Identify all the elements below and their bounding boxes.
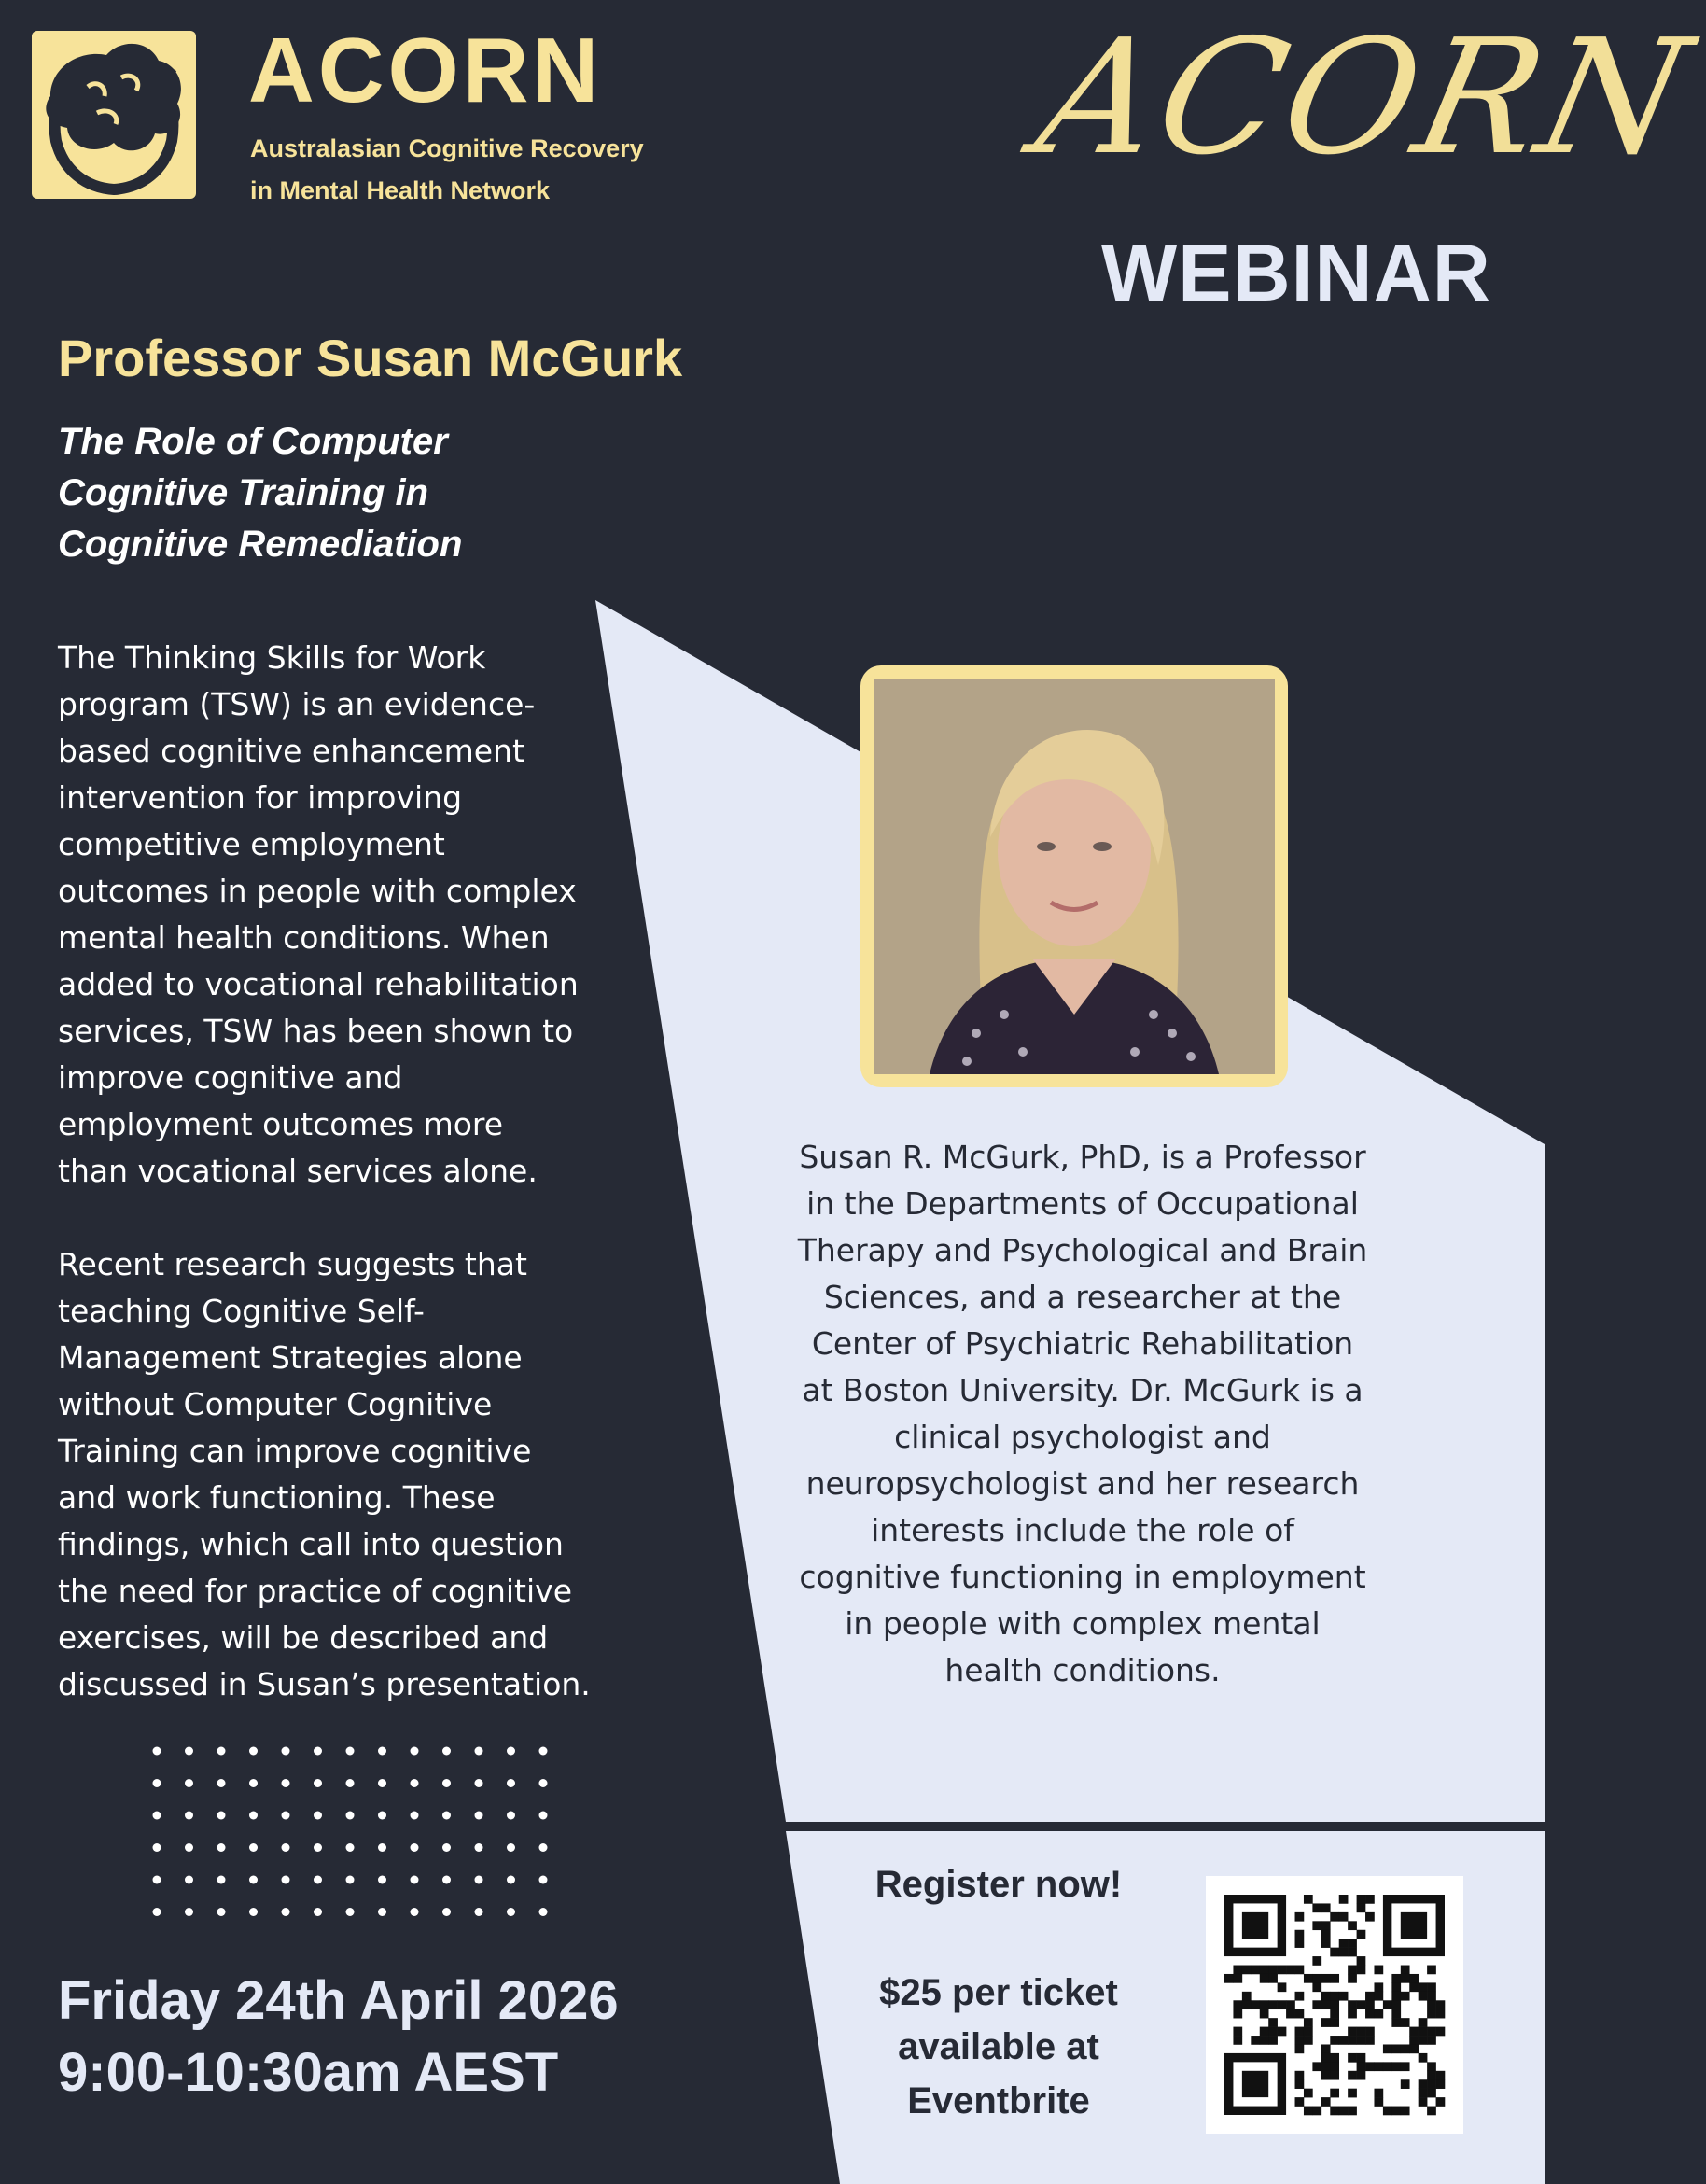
decor-dot — [475, 1812, 483, 1820]
decor-dot — [442, 1908, 451, 1916]
decor-dot — [507, 1908, 515, 1916]
decor-dot — [378, 1812, 386, 1820]
decor-dot — [153, 1908, 161, 1916]
decor-dot — [282, 1812, 290, 1820]
bio-line: Therapy and Psychological and Brain — [797, 1232, 1368, 1268]
qr-code[interactable] — [1206, 1876, 1463, 2134]
decor-dot — [217, 1876, 226, 1884]
webinar-label: WEBINAR — [1101, 229, 1491, 318]
brain-in-acorn-icon — [32, 31, 196, 199]
paragraph-line: the need for practice of cognitive — [58, 1573, 572, 1609]
logo-subtitle-line2: in Mental Health Network — [250, 176, 551, 204]
decor-dot — [314, 1747, 322, 1756]
decor-dot — [411, 1812, 419, 1820]
decor-dot — [411, 1779, 419, 1787]
decor-dot — [185, 1908, 193, 1916]
decor-dot — [539, 1812, 548, 1820]
description-paragraph-2 — [58, 1241, 636, 1708]
bio-line: neuropsychologist and her research — [805, 1465, 1360, 1502]
paragraph-line: findings, which call into question — [58, 1526, 564, 1562]
decor-dot — [217, 1779, 226, 1787]
paragraph-line: Training can improve cognitive — [58, 1433, 532, 1469]
paragraph-line: teaching Cognitive Self- — [58, 1293, 425, 1329]
decor-dot — [185, 1812, 193, 1820]
decor-dot — [378, 1843, 386, 1852]
decor-dot — [217, 1908, 226, 1916]
decor-dot — [442, 1876, 451, 1884]
bio-line: in people with complex mental — [845, 1605, 1321, 1642]
paragraph-line: improve cognitive and — [58, 1059, 403, 1096]
register-heading: Register now! — [874, 1864, 1123, 1905]
speaker-bio — [779, 1134, 1386, 1694]
decor-dot — [282, 1779, 290, 1787]
decor-dot — [282, 1908, 290, 1916]
decor-dot — [507, 1747, 515, 1756]
paragraph-line: competitive employment — [58, 826, 445, 862]
decor-dot — [475, 1779, 483, 1787]
paragraph-line: discussed in Susan’s presentation. — [58, 1666, 591, 1702]
decor-dot — [153, 1812, 161, 1820]
decor-dot — [442, 1843, 451, 1852]
script-title: ACORN — [1023, 6, 1706, 190]
decor-dot — [185, 1747, 193, 1756]
decor-dot — [282, 1876, 290, 1884]
paragraph-line: Recent research suggests that — [58, 1246, 527, 1282]
decor-dot — [411, 1843, 419, 1852]
decor-dot — [507, 1843, 515, 1852]
decor-dot — [249, 1779, 258, 1787]
decor-dot — [539, 1779, 548, 1787]
bio-line: clinical psychologist and — [894, 1419, 1271, 1455]
logo-subtitle-line1: Australasian Cognitive Recovery — [250, 134, 644, 162]
decor-dot — [153, 1779, 161, 1787]
decor-dot — [153, 1876, 161, 1884]
decor-dot — [249, 1747, 258, 1756]
decor-dot — [314, 1812, 322, 1820]
decor-dot — [507, 1876, 515, 1884]
decor-dot — [378, 1876, 386, 1884]
talk-title — [58, 416, 636, 570]
registration-info — [821, 1857, 1176, 2128]
decor-dot — [442, 1812, 451, 1820]
decor-dot — [346, 1812, 355, 1820]
decor-dot — [249, 1876, 258, 1884]
decor-dot — [249, 1812, 258, 1820]
decor-dot — [346, 1747, 355, 1756]
paragraph-line: and work functioning. These — [58, 1479, 496, 1516]
decor-dot — [475, 1876, 483, 1884]
decor-dot — [217, 1843, 226, 1852]
decor-dot — [153, 1747, 161, 1756]
decor-dot — [475, 1747, 483, 1756]
decor-dot — [314, 1779, 322, 1787]
paragraph-line: exercises, will be described and — [58, 1619, 549, 1656]
decor-dot — [185, 1843, 193, 1852]
paragraph-line: Management Strategies alone — [58, 1339, 523, 1376]
decor-dot — [346, 1876, 355, 1884]
decor-dot — [378, 1779, 386, 1787]
decor-dot — [282, 1843, 290, 1852]
decor-dot — [475, 1843, 483, 1852]
paragraph-line: based cognitive enhancement — [58, 733, 524, 769]
paragraph-line: program (TSW) is an evidence- — [58, 686, 536, 722]
bio-line: health conditions. — [944, 1652, 1221, 1688]
decor-dot — [314, 1908, 322, 1916]
decor-dot — [217, 1747, 226, 1756]
paragraph-line: outcomes in people with complex — [58, 873, 577, 909]
event-time: 9:00-10:30am AEST — [58, 2042, 559, 2103]
decor-dot — [378, 1747, 386, 1756]
bio-line: Center of Psychiatric Rehabilitation — [811, 1325, 1354, 1362]
decor-dot — [442, 1779, 451, 1787]
bio-line: interests include the role of — [871, 1512, 1294, 1548]
decor-dot — [442, 1747, 451, 1756]
speaker-name: Professor Susan McGurk — [58, 329, 683, 387]
decor-dot — [539, 1843, 548, 1852]
decor-dot — [249, 1843, 258, 1852]
decor-dot — [282, 1747, 290, 1756]
bio-line: at Boston University. Dr. McGurk is a — [802, 1372, 1363, 1408]
paragraph-line: employment outcomes more — [58, 1106, 504, 1142]
decor-dot — [475, 1908, 483, 1916]
speaker-photo — [874, 679, 1275, 1074]
decor-dot — [411, 1908, 419, 1916]
decor-dot — [539, 1876, 548, 1884]
paragraph-line: without Computer Cognitive — [58, 1386, 493, 1422]
bio-line: Susan R. McGurk, PhD, is a Professor — [799, 1139, 1366, 1175]
decor-dot — [346, 1779, 355, 1787]
logo-title: ACORN — [248, 19, 603, 121]
paragraph-line: mental health conditions. When — [58, 919, 550, 956]
event-date: Friday 24th April 2026 — [58, 1970, 619, 2031]
bio-line: cognitive functioning in employment — [799, 1559, 1366, 1595]
paragraph-line: added to vocational rehabilitation — [58, 966, 579, 1002]
decor-dot — [185, 1779, 193, 1787]
dot-grid-decoration — [149, 1743, 551, 1930]
ticket-line: Eventbrite — [907, 2080, 1090, 2121]
decor-dot — [153, 1843, 161, 1852]
qr-code-icon — [1206, 1876, 1463, 2134]
bio-line: in the Departments of Occupational — [806, 1185, 1359, 1222]
talk-title-line: Cognitive Remediation — [58, 524, 463, 565]
decor-dot — [411, 1876, 419, 1884]
decor-dot — [249, 1908, 258, 1916]
decor-dot — [539, 1908, 548, 1916]
talk-title-line: Cognitive Training in — [58, 472, 429, 513]
ticket-line: available at — [898, 2026, 1099, 2067]
paragraph-line: than vocational services alone. — [58, 1153, 538, 1189]
paragraph-line: services, TSW has been shown to — [58, 1013, 574, 1049]
talk-title-line: The Role of Computer — [58, 421, 448, 462]
decor-dot — [539, 1747, 548, 1756]
decor-dot — [185, 1876, 193, 1884]
decor-dot — [314, 1843, 322, 1852]
decor-dot — [217, 1812, 226, 1820]
paragraph-line: The Thinking Skills for Work — [58, 639, 486, 676]
decor-dot — [346, 1908, 355, 1916]
ticket-line: $25 per ticket — [879, 1972, 1118, 2013]
paragraph-line: intervention for improving — [58, 779, 463, 816]
bio-line: Sciences, and a researcher at the — [823, 1279, 1342, 1315]
description-paragraph-1 — [58, 635, 636, 1195]
decor-dot — [507, 1812, 515, 1820]
decor-dot — [346, 1843, 355, 1852]
decor-dot — [314, 1876, 322, 1884]
decor-dot — [507, 1779, 515, 1787]
decor-dot — [378, 1908, 386, 1916]
decor-dot — [411, 1747, 419, 1756]
